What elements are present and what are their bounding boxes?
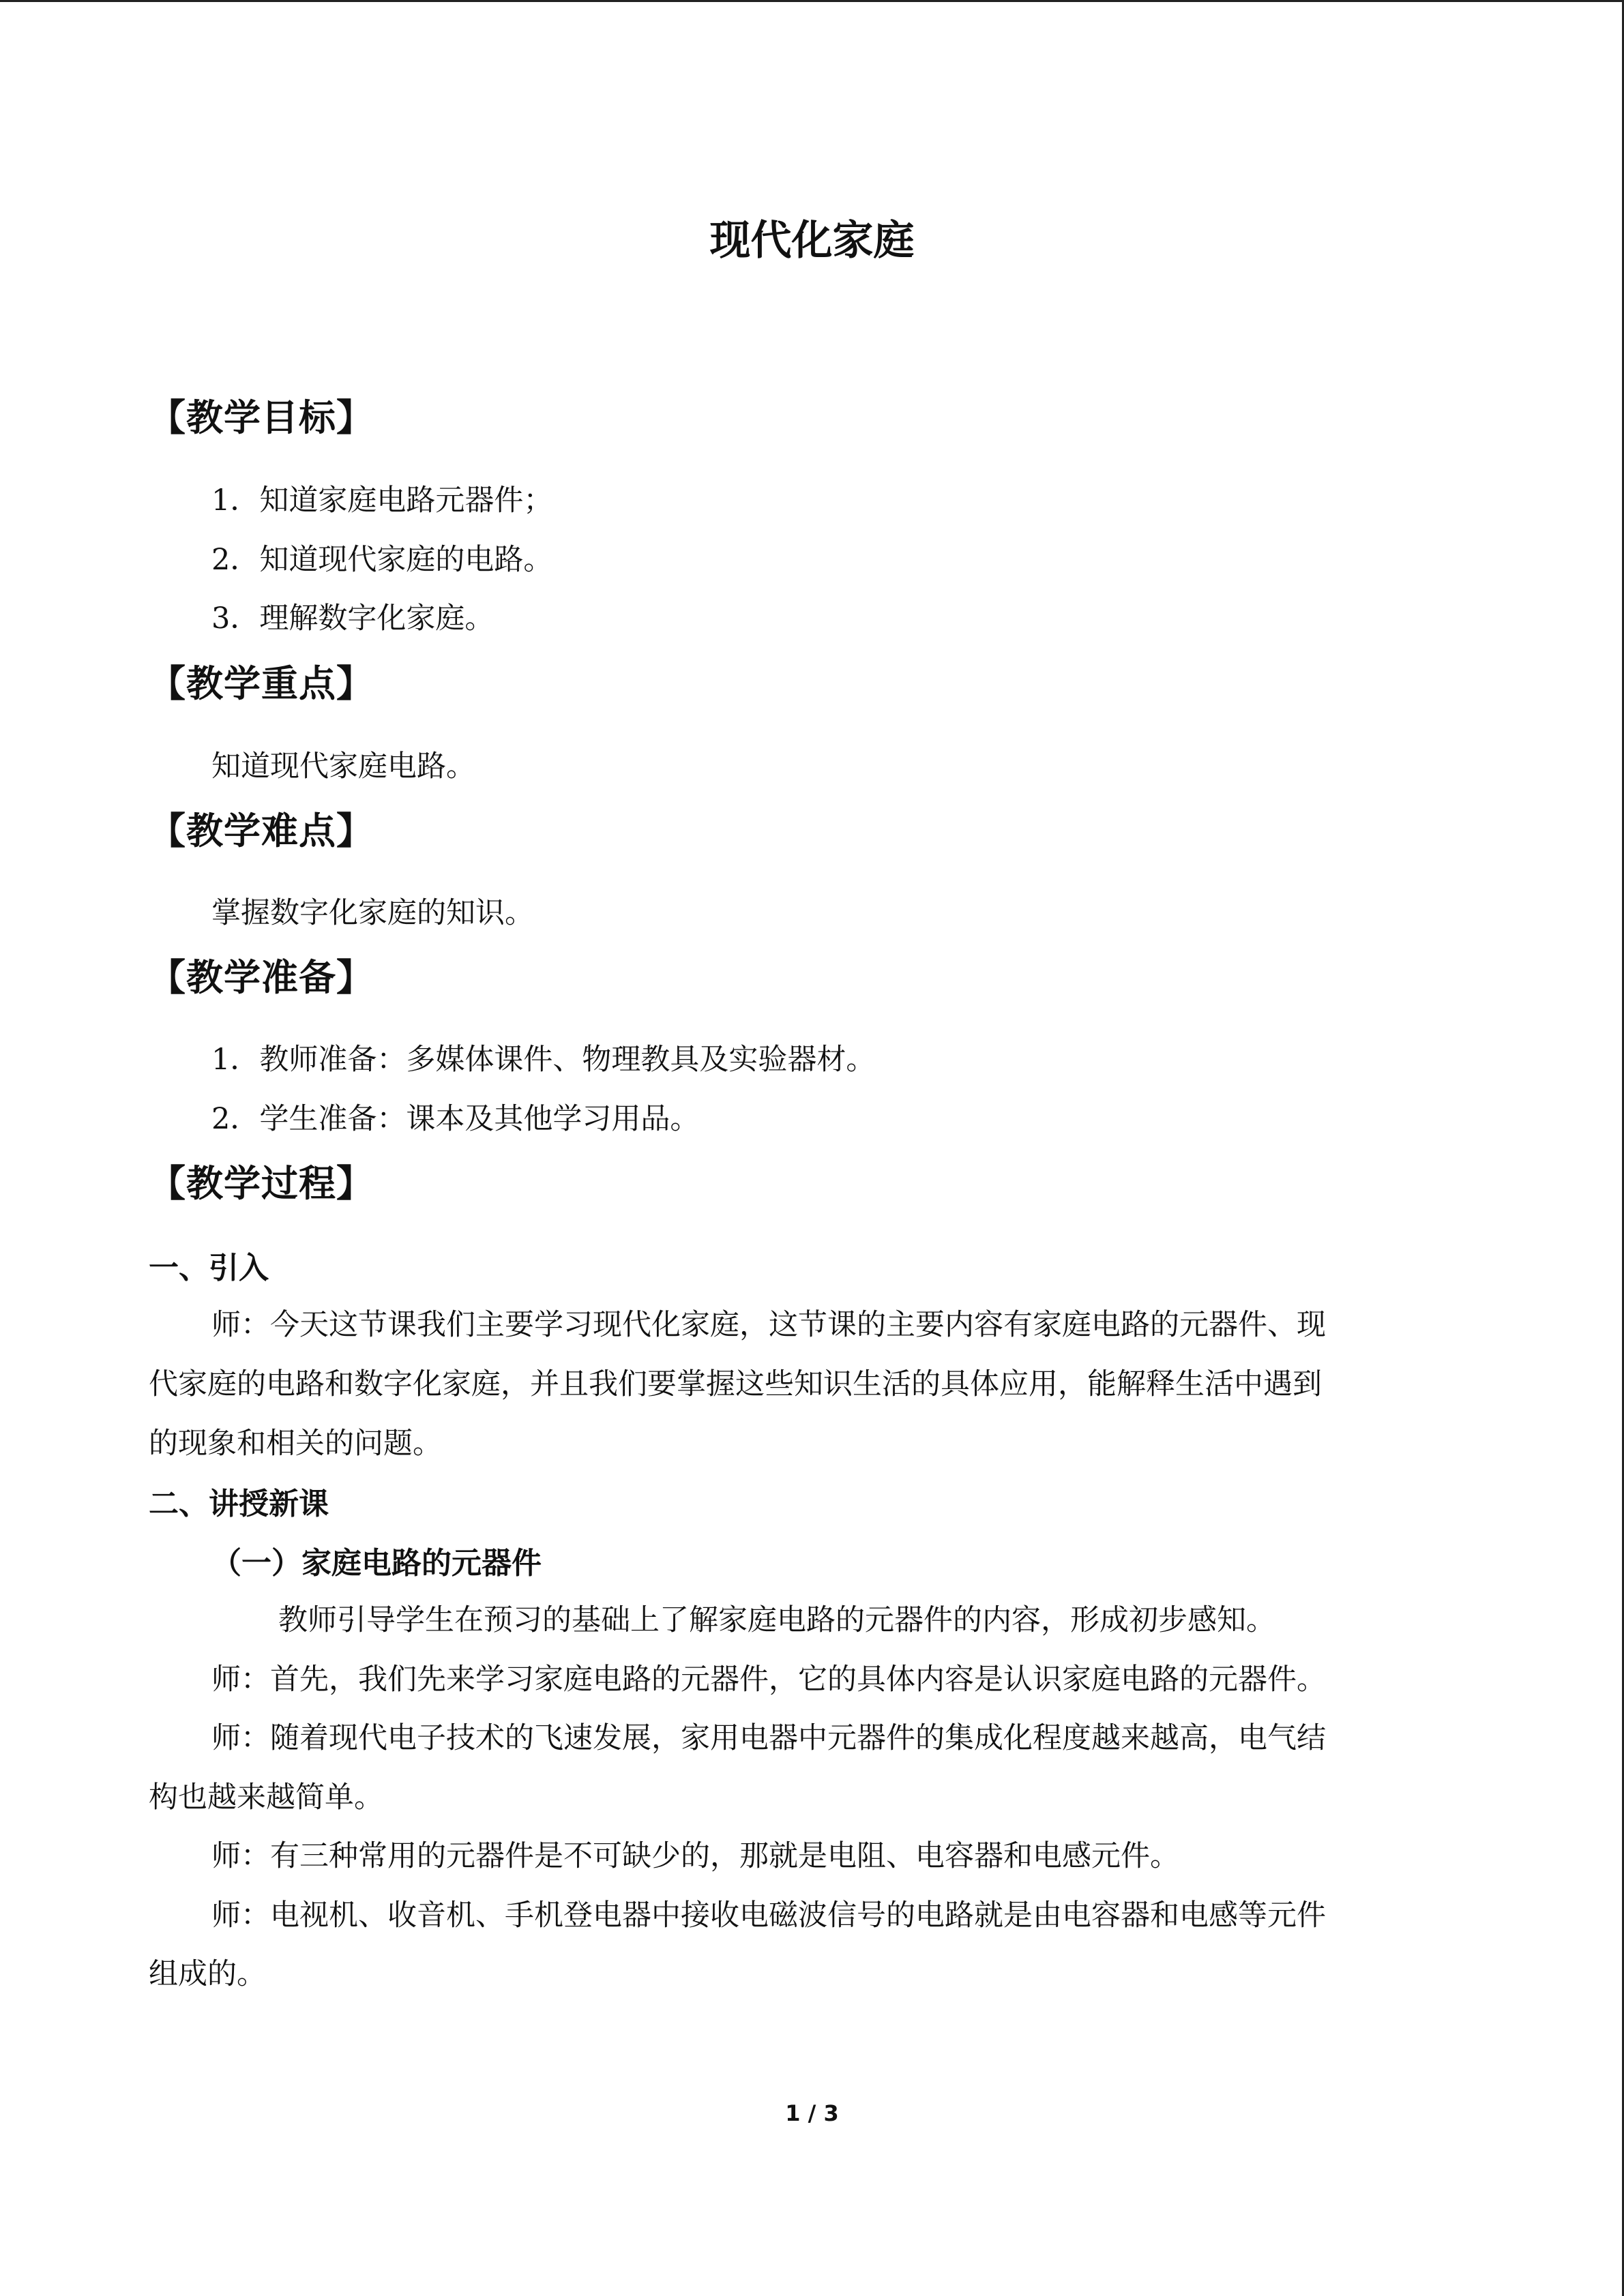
document-title: 现代化家庭 bbox=[709, 217, 915, 265]
sub1-heading: （一）家庭电路的元器件 bbox=[211, 1546, 542, 1581]
preparation-item: 1．教师准备：多媒体课件、物理教具及实验器材。 bbox=[211, 1043, 876, 1077]
part2-heading: 二、讲授新课 bbox=[149, 1487, 329, 1521]
objective-item: 3．理解数字化家庭。 bbox=[211, 601, 494, 636]
difficulties-heading: 【教学难点】 bbox=[149, 809, 374, 852]
page-number: 1 / 3 bbox=[785, 2100, 839, 2126]
page-border-top bbox=[0, 0, 1624, 2]
key-points-text: 知道现代家庭电路。 bbox=[211, 749, 475, 784]
paragraph-line: 师：电视机、收音机、手机登电器中接收电磁波信号的电路就是由电容器和电感等元件 bbox=[211, 1898, 1326, 1933]
paragraph-line: 组成的。 bbox=[149, 1957, 266, 1991]
paragraph-line: 构也越来越简单。 bbox=[149, 1780, 383, 1815]
paragraph-line: 师：有三种常用的元器件是不可缺少的，那就是电阻、电容器和电感元件。 bbox=[211, 1839, 1179, 1873]
paragraph-line: 代家庭的电路和数字化家庭，并且我们要掌握这些知识生活的具体应用，能解释生活中遇到 bbox=[149, 1367, 1322, 1401]
key-points-heading: 【教学重点】 bbox=[149, 662, 374, 705]
objective-item: 1．知道家庭电路元器件； bbox=[211, 483, 553, 518]
paragraph-line: 师：首先，我们先来学习家庭电路的元器件，它的具体内容是认识家庭电路的元器件。 bbox=[211, 1663, 1326, 1697]
paragraph-line: 教师引导学生在预习的基础上了解家庭电路的元器件的内容，形成初步感知。 bbox=[278, 1603, 1275, 1637]
objective-item: 2．知道现代家庭的电路。 bbox=[211, 543, 553, 577]
preparation-heading: 【教学准备】 bbox=[149, 956, 374, 999]
paragraph-line: 的现象和相关的问题。 bbox=[149, 1427, 442, 1461]
preparation-item: 2．学生准备：课本及其他学习用品。 bbox=[211, 1102, 700, 1136]
paragraph-line: 师：今天这节课我们主要学习现代化家庭，这节课的主要内容有家庭电路的元器件、现 bbox=[211, 1308, 1326, 1342]
process-heading: 【教学过程】 bbox=[149, 1162, 374, 1205]
paragraph-line: 师：随着现代电子技术的飞速发展，家用电器中元器件的集成化程度越来越高，电气结 bbox=[211, 1721, 1326, 1755]
difficulties-text: 掌握数字化家庭的知识。 bbox=[211, 896, 534, 930]
objectives-heading: 【教学目标】 bbox=[149, 396, 374, 439]
part1-heading: 一、引入 bbox=[149, 1251, 269, 1285]
